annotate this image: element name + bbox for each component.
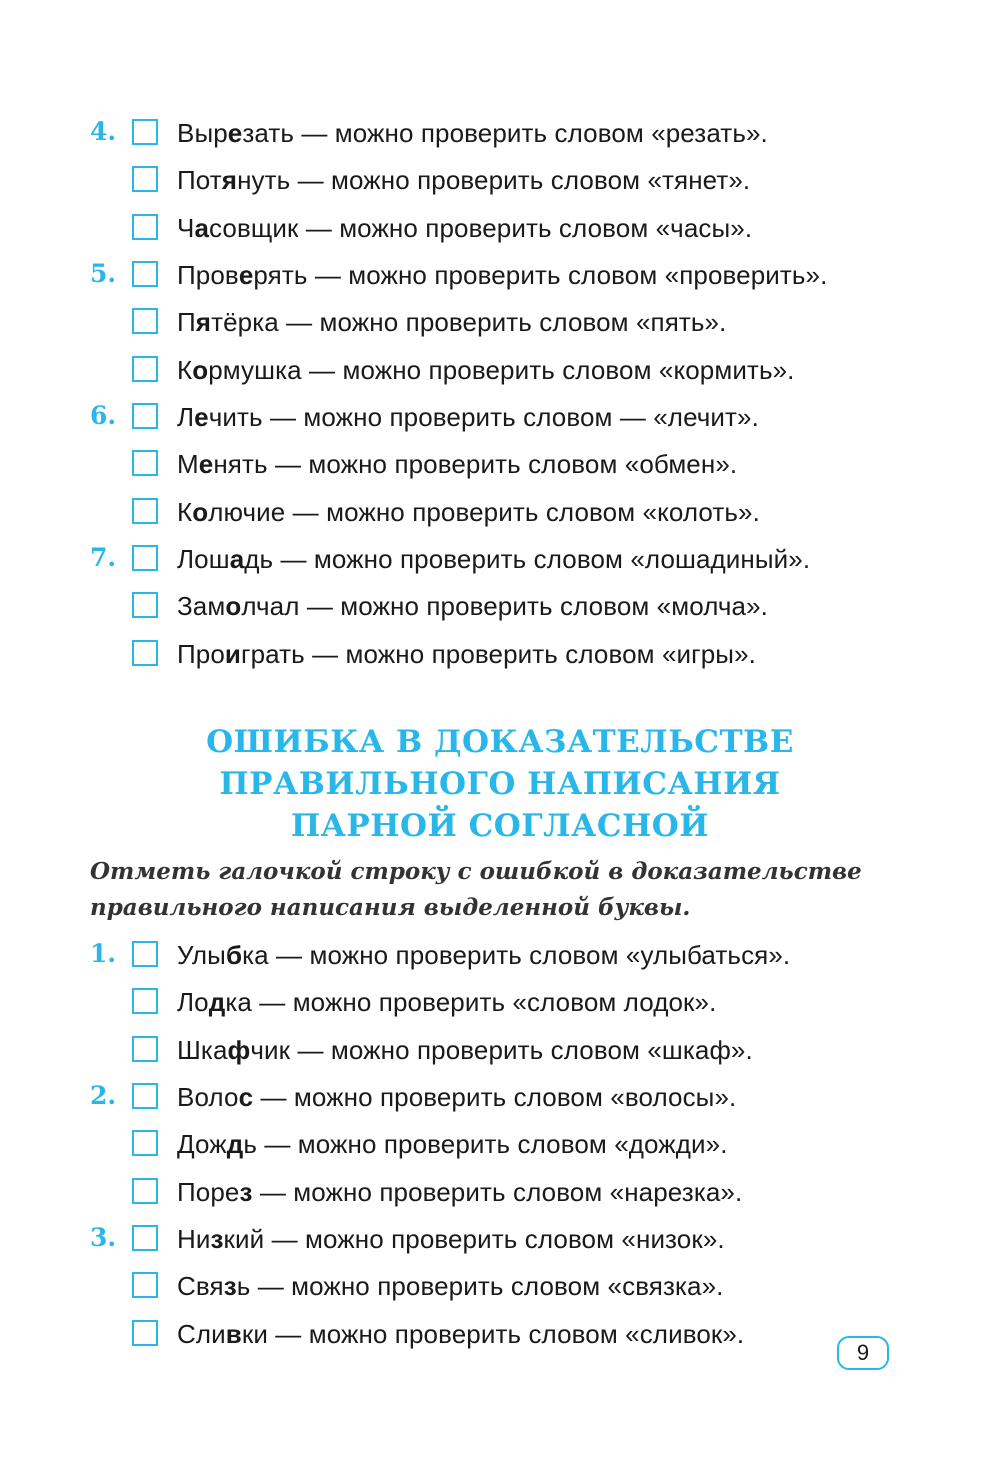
highlighted-letter: о [192, 497, 209, 527]
exercise-row [0, 588, 1000, 628]
exercise-row [0, 257, 1000, 297]
page-number: 9 [837, 1336, 889, 1370]
exercise-row [0, 1268, 1000, 1308]
highlighted-letter: в [225, 1319, 242, 1349]
answer-checkbox[interactable] [132, 1225, 158, 1251]
exercise-text: Проиграть — можно проверить словом «игры». [177, 639, 756, 669]
exercise-text: Кормушка — можно проверить словом «кормить». [177, 355, 795, 385]
highlighted-letter: з [223, 1271, 237, 1301]
exercise-number: 3. [90, 1223, 117, 1252]
answer-checkbox[interactable] [132, 403, 158, 429]
highlighted-letter: з [239, 1177, 253, 1207]
exercise-number: 6. [90, 401, 117, 430]
exercise-row [0, 937, 1000, 977]
exercise-text: Вырезать — можно проверить словом «резать». [177, 118, 768, 148]
highlighted-letter: е [198, 449, 214, 479]
highlighted-letter: е [194, 402, 209, 432]
exercise-text: Лошадь — можно проверить словом «лошадиный». [177, 544, 811, 574]
highlighted-letter: и [224, 639, 242, 669]
answer-checkbox[interactable] [132, 214, 158, 240]
highlighted-letter: д [208, 987, 226, 1017]
exercise-number: 2. [90, 1081, 117, 1110]
exercise-number: 4. [90, 117, 117, 146]
exercise-text: Менять — можно проверить словом «обмен». [177, 449, 738, 479]
highlighted-letter: з [210, 1224, 224, 1254]
answer-checkbox[interactable] [132, 1272, 158, 1298]
answer-checkbox[interactable] [132, 308, 158, 334]
answer-checkbox[interactable] [132, 1083, 158, 1109]
highlighted-letter: а [229, 544, 245, 574]
exercise-text: Часовщик — можно проверить словом «часы». [177, 213, 753, 243]
answer-checkbox[interactable] [132, 498, 158, 524]
exercise-text: Замолчал — можно проверить словом «молча». [177, 591, 768, 621]
exercise-text: Порез — можно проверить словом «нарезка». [177, 1177, 743, 1207]
highlighted-letter: о [225, 591, 242, 621]
answer-checkbox[interactable] [132, 988, 158, 1014]
exercise-text: Дождь — можно проверить словом «дожди». [177, 1129, 728, 1159]
highlighted-letter: с [238, 1082, 254, 1112]
highlighted-letter: е [238, 260, 254, 290]
exercise-text: Связь — можно проверить словом «связка». [177, 1271, 724, 1301]
exercise-row [0, 1032, 1000, 1072]
section-heading-line-2: ПРАВИЛЬНОГО НАПИСАНИЯ [219, 766, 781, 802]
highlighted-letter: о [192, 355, 209, 385]
instruction-line-2: правильного написания выделенной буквы. [90, 894, 691, 921]
answer-checkbox[interactable] [132, 450, 158, 476]
answer-checkbox[interactable] [132, 1320, 158, 1346]
section-heading-line-3: ПАРНОЙ СОГЛАСНОЙ [290, 808, 710, 844]
exercise-row [0, 115, 1000, 155]
answer-checkbox[interactable] [132, 592, 158, 618]
exercise-row [0, 1126, 1000, 1166]
answer-checkbox[interactable] [132, 941, 158, 967]
answer-checkbox[interactable] [132, 640, 158, 666]
exercise-text: Проверять — можно проверить словом «проверить». [177, 260, 828, 290]
exercise-row [0, 984, 1000, 1024]
highlighted-letter: б [225, 940, 243, 970]
exercise-row [0, 1079, 1000, 1119]
highlighted-letter: ф [227, 1035, 251, 1065]
answer-checkbox[interactable] [132, 545, 158, 571]
exercise-row [0, 210, 1000, 250]
highlighted-letter: я [221, 165, 238, 195]
instruction-line-1: Отметь галочкой строку с ошибкой в доказательстве [90, 858, 862, 885]
exercise-text: Пятёрка — можно проверить словом «пять». [177, 307, 727, 337]
exercise-text: Лечить — можно проверить словом — «лечит». [177, 402, 759, 432]
exercise-text: Низкий — можно проверить словом «низок». [177, 1224, 725, 1254]
answer-checkbox[interactable] [132, 166, 158, 192]
answer-checkbox[interactable] [132, 119, 158, 145]
exercise-row [0, 399, 1000, 439]
answer-checkbox[interactable] [132, 356, 158, 382]
highlighted-letter: а [194, 213, 209, 243]
exercise-number: 1. [90, 939, 117, 968]
exercise-text: Потянуть — можно проверить словом «тянет». [177, 165, 751, 195]
answer-checkbox[interactable] [132, 1130, 158, 1156]
highlighted-letter: е [227, 118, 243, 148]
answer-checkbox[interactable] [132, 1036, 158, 1062]
exercise-text: Улыбка — можно проверить словом «улыбаться». [177, 940, 791, 970]
exercise-text: Сливки — можно проверить словом «сливок». [177, 1319, 745, 1349]
exercise-number: 5. [90, 259, 117, 288]
highlighted-letter: д [226, 1129, 244, 1159]
exercise-row [0, 494, 1000, 534]
exercise-row [0, 162, 1000, 202]
exercise-row [0, 446, 1000, 486]
exercise-row [0, 1221, 1000, 1261]
section-heading-line-1: ОШИБКА В ДОКАЗАТЕЛЬСТВЕ [206, 724, 794, 760]
exercise-row [0, 304, 1000, 344]
exercise-row [0, 541, 1000, 581]
exercise-row [0, 1174, 1000, 1214]
highlighted-letter: я [195, 307, 212, 337]
exercise-row [0, 352, 1000, 392]
exercise-text: Колючие — можно проверить словом «колоть». [177, 497, 760, 527]
answer-checkbox[interactable] [132, 1178, 158, 1204]
exercise-number: 7. [90, 543, 117, 572]
exercise-text: Шкафчик — можно проверить словом «шкаф». [177, 1035, 753, 1065]
exercise-text: Волос — можно проверить словом «волосы». [177, 1082, 737, 1112]
answer-checkbox[interactable] [132, 261, 158, 287]
exercise-text: Лодка — можно проверить «словом лодок». [177, 987, 717, 1017]
exercise-row [0, 636, 1000, 676]
